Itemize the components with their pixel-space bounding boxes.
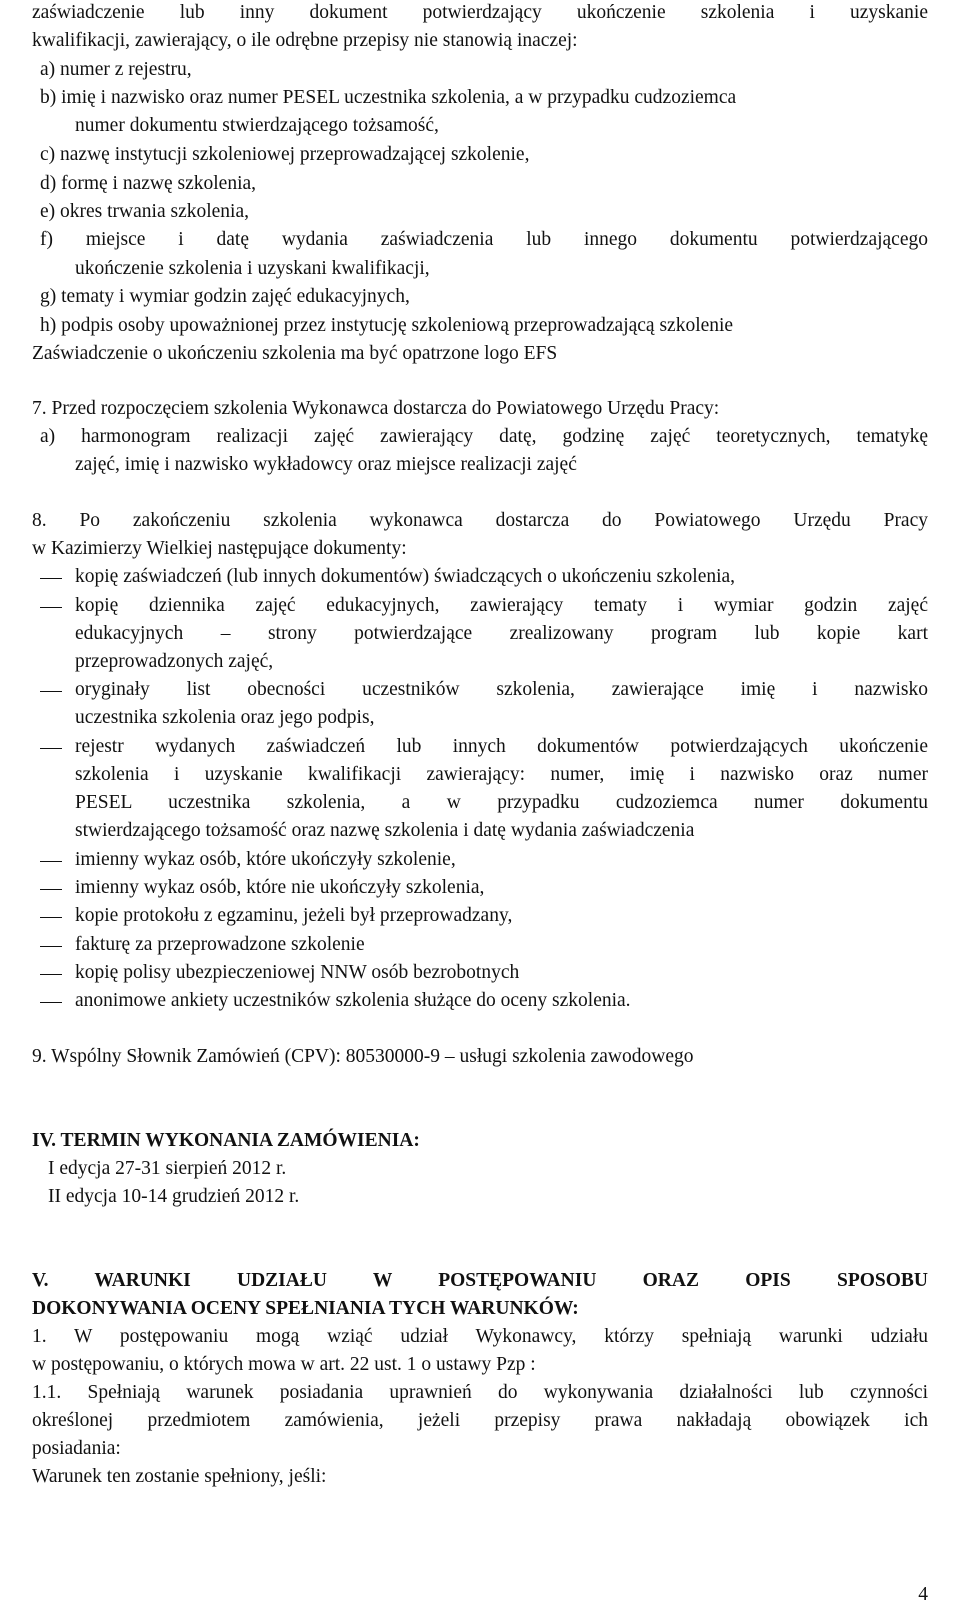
dash-bullet: [40, 917, 62, 918]
list-item-b-cont: numer dokumentu stwierdzającego tożsamość,: [75, 115, 439, 136]
section-v-para: określonej przedmiotem zamówienia, jeżeli przepisy prawa nakładają obowiązek ich: [32, 1410, 928, 1431]
section-v-heading: V. WARUNKI UDZIAŁU W POSTĘPOWANIU ORAZ OPIS SPOSOBU: [32, 1270, 928, 1291]
section-8-heading-cont: w Kazimierzy Wielkiej następujące dokumenty:: [32, 538, 407, 559]
list-item-g: g) tematy i wymiar godzin zajęć edukacyjnych,: [40, 286, 410, 307]
section-v-para: 1.1. Spełniają warunek posiadania uprawnień do wykonywania działalności lub czynności: [32, 1382, 928, 1403]
bullet-item-6: imienny wykaz osób, które nie ukończyły szkolenia,: [75, 877, 485, 898]
edition-1: I edycja 27-31 sierpień 2012 r.: [48, 1158, 287, 1179]
bullet-item-3: oryginały list obecności uczestników szkolenia, zawierające imię i nazwisko: [75, 679, 928, 700]
edition-2: II edycja 10-14 grudzień 2012 r.: [48, 1186, 300, 1207]
bullet-item-4: rejestr wydanych zaświadczeń lub innych dokumentów potwierdzających ukończenie: [75, 736, 928, 757]
section-9-cpv: 9. Wspólny Słownik Zamówień (CPV): 80530000-9 – usługi szkolenia zawodowego: [32, 1046, 694, 1067]
list-item-d: d) formę i nazwę szkolenia,: [40, 173, 257, 194]
dash-bullet: [40, 889, 62, 890]
dash-bullet: [40, 578, 62, 579]
intro-line-1: zaświadczenie lub inny dokument potwierdzający ukończenie szkolenia i uzyskanie: [32, 2, 928, 23]
section-7-item-a: a) harmonogram realizacji zajęć zawierający datę, godzinę zajęć teoretycznych, tematykę: [40, 426, 928, 447]
section-v-heading-cont: DOKONYWANIA OCENY SPEŁNIANIA TYCH WARUNKÓW:: [32, 1298, 579, 1319]
list-item-c: c) nazwę instytucji szkoleniowej przeprowadzającej szkolenie,: [40, 144, 530, 165]
list-item-a: a) numer z rejestru,: [40, 59, 192, 80]
section-v-para: 1. W postępowaniu mogą wziąć udział Wykonawcy, którzy spełniają warunki udziału: [32, 1326, 928, 1347]
bullet-item-4-cont: PESEL uczestnika szkolenia, a w przypadku cudzoziemca numer dokumentu: [75, 792, 928, 813]
bullet-item-5: imienny wykaz osób, które ukończyły szkolenie,: [75, 849, 456, 870]
bullet-item-2: kopię dziennika zajęć edukacyjnych, zawierający tematy i wymiar godzin zajęć: [75, 595, 928, 616]
bullet-item-9: kopię polisy ubezpieczeniowej NNW osób bezrobotnych: [75, 962, 520, 983]
bullet-item-4-cont: szkolenia i uzyskanie kwalifikacji zawierający: numer, imię i nazwisko oraz numer: [75, 764, 928, 785]
dash-bullet: [40, 974, 62, 975]
list-item-e: e) okres trwania szkolenia,: [40, 201, 249, 222]
section-7-item-a-cont: zajęć, imię i nazwisko wykładowcy oraz miejsce realizacji zajęć: [75, 454, 577, 475]
dash-bullet: [40, 607, 62, 608]
section-v-para: w postępowaniu, o których mowa w art. 22 ust. 1 o ustawy Pzp :: [32, 1354, 536, 1375]
list-item-b: b) imię i nazwisko oraz numer PESEL uczestnika szkolenia, a w przypadku cudzoziemca: [40, 87, 737, 108]
intro-line-2: kwalifikacji, zawierający, o ile odrębne przepisy nie stanowią inaczej:: [32, 30, 578, 51]
bullet-item-3-cont: uczestnika szkolenia oraz jego podpis,: [75, 707, 375, 728]
logo-note: Zaświadczenie o ukończeniu szkolenia ma być opatrzone logo EFS: [32, 343, 558, 364]
bullet-item-4-cont: stwierdzającego tożsamość oraz nazwę szkolenia i datę wydania zaświadczenia: [75, 820, 695, 841]
section-7-heading: 7. Przed rozpoczęciem szkolenia Wykonawca dostarcza do Powiatowego Urzędu Pracy:: [32, 398, 720, 419]
dash-bullet: [40, 691, 62, 692]
dash-bullet: [40, 946, 62, 947]
list-item-h: h) podpis osoby upoważnionej przez instytucję szkoleniową przeprowadzającą szkolenie: [40, 315, 734, 336]
list-item-f: f) miejsce i datę wydania zaświadczenia lub innego dokumentu potwierdzającego: [40, 229, 928, 250]
section-iv-heading: IV. TERMIN WYKONANIA ZAMÓWIENIA:: [32, 1130, 420, 1151]
page-number: 4: [918, 1584, 928, 1605]
bullet-item-2-cont: edukacyjnych – strony potwierdzające zrealizowany program lub kopie kart: [75, 623, 928, 644]
bullet-item-2-cont: przeprowadzonych zajęć,: [75, 651, 274, 672]
dash-bullet: [40, 861, 62, 862]
section-8-heading: 8. Po zakończeniu szkolenia wykonawca dostarcza do Powiatowego Urzędu Pracy: [32, 510, 928, 531]
bullet-item-1: kopię zaświadczeń (lub innych dokumentów) świadczących o ukończeniu szkolenia,: [75, 566, 736, 587]
section-v-para: posiadania:: [32, 1438, 121, 1459]
dash-bullet: [40, 1002, 62, 1003]
section-v-para: Warunek ten zostanie spełniony, jeśli:: [32, 1466, 327, 1487]
bullet-item-8: fakturę za przeprowadzone szkolenie: [75, 934, 365, 955]
bullet-item-7: kopie protokołu z egzaminu, jeżeli był przeprowadzany,: [75, 905, 513, 926]
bullet-item-10: anonimowe ankiety uczestników szkolenia służące do oceny szkolenia.: [75, 990, 631, 1011]
list-item-f-cont: ukończenie szkolenia i uzyskani kwalifikacji,: [75, 258, 430, 279]
dash-bullet: [40, 748, 62, 749]
